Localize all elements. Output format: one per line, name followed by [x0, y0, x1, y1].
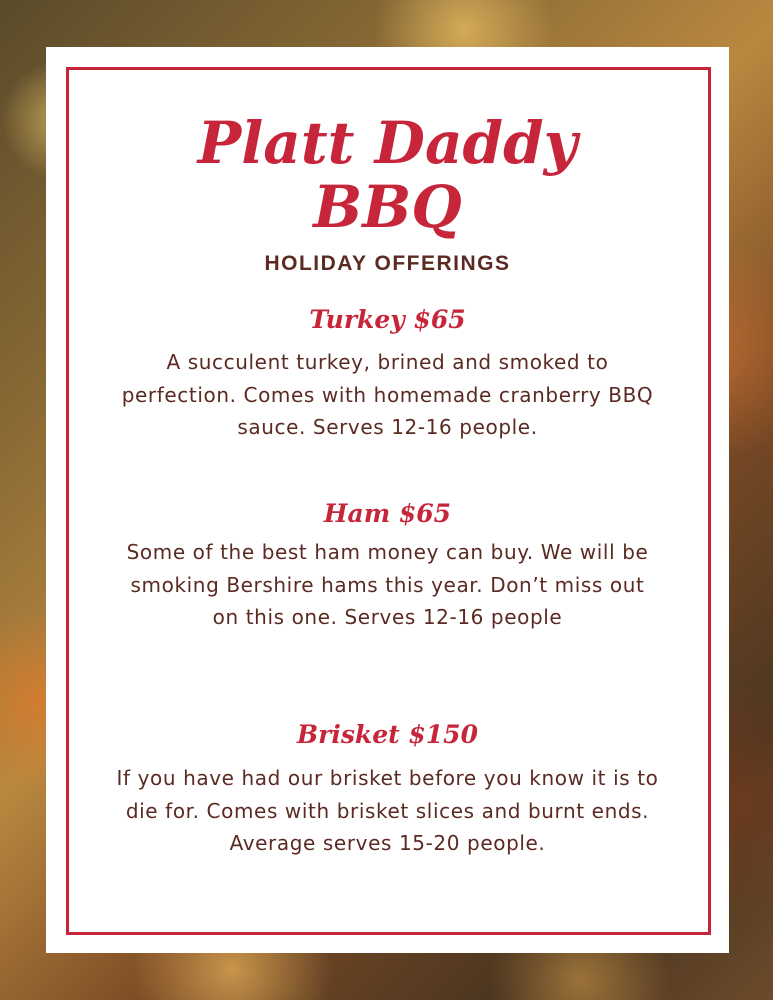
item-title-turkey: Turkey $65 [309, 305, 466, 334]
item-title-brisket: Brisket $150 [297, 720, 478, 749]
restaurant-name-line2: BBQ [313, 173, 462, 241]
menu-subtitle: HOLIDAY OFFERINGS [264, 252, 511, 275]
item-description-brisket: If you have had our brisket before you know it is to die for. Comes with brisket slices and burnt ends. Average serves 15-20 people. [116, 766, 659, 855]
menu-card [46, 47, 729, 953]
watermark-logo: menupix [540, 904, 627, 926]
restaurant-name-line1: Platt Daddy [197, 109, 578, 177]
item-description-ham: Some of the best ham money can buy. We will be smoking Bershire hams this year. Don’t miss out on this one. Serves 12-16 people [126, 540, 649, 629]
item-title-ham: Ham $65 [323, 499, 452, 528]
item-description-turkey: A succulent turkey, brined and smoked to perfection. Comes with homemade cranberry BBQ sauce. Serves 12-16 people. [121, 350, 654, 439]
